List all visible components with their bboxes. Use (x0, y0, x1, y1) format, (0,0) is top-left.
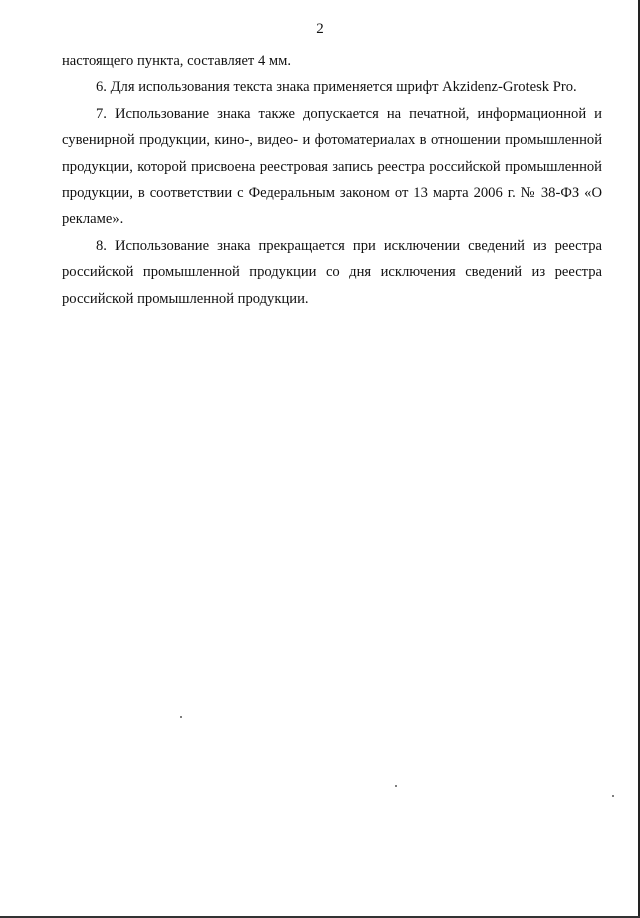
scan-speck (612, 795, 614, 797)
paragraph-6: 6. Для использования текста знака применяется шрифт Akzidenz-Grotesk Pro. (96, 79, 577, 96)
paragraph-8: 8. Использование знака прекращается при исключении сведений из реестра российской промышленной продукции со дня исключения сведений из реестра российской промышленной продукции. (62, 237, 602, 307)
paragraph-7: 7. Использование знака также допускается на печатной, информационной и сувенирной продукции, кино-, видео- и фотоматериалах в отношении промышленной продукции, которой присвоена реестровая запись реестра российской промышленной продукции, в соответствии с Федеральным законом от 13 марта 2006 г. № 38-ФЗ «О рекламе». (62, 105, 602, 228)
scan-speck (180, 716, 182, 718)
page-number: 2 (316, 21, 324, 37)
paragraph-continuation: настоящего пункта, составляет 4 мм. (62, 53, 292, 69)
document-body (62, 48, 602, 312)
scan-speck (395, 785, 397, 787)
